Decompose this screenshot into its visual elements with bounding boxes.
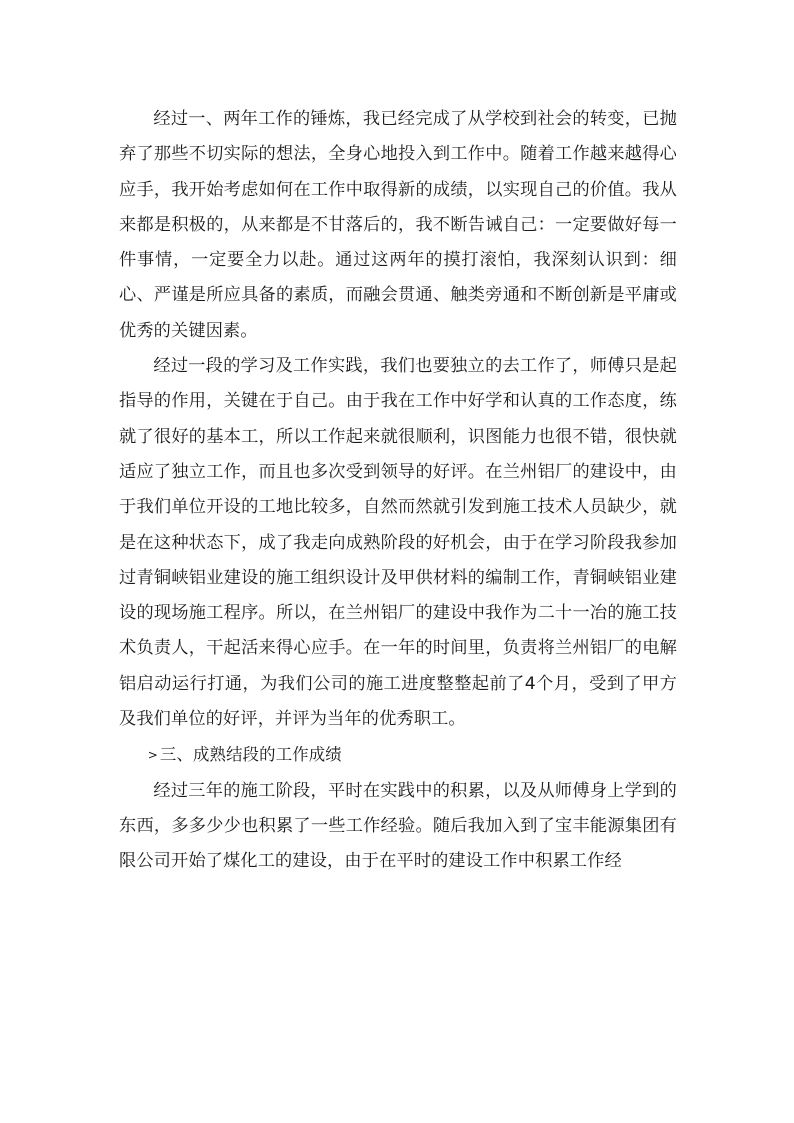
heading-text: 三、成熟结段的工作成绩 xyxy=(159,745,342,765)
paragraph-1: 经过一、两年工作的锤炼，我已经完成了从学校到社会的转变，已抛弃了那些不切实际的想法，全身心地投入到工作中。随着工作越来越得心应手，我开始考虑如何在工作中取得新的成绩，以实现自己的价值。我从来都是积极的，从来都是不甘落后的，我不断告诫自己：一定要做好每一件事情，一定要全力以赴。通过这两年的摸打滚怕，我深刻认识到：细心、严谨是所应具备的素质，而融会贯通、触类旁通和不断创新是平庸或优秀的关键因素。 xyxy=(119,109,677,341)
paragraph-2: 经过一段的学习及工作实践，我们也要独立的去工作了，师傅只是起指导的作用，关键在于自己。由于我在工作中好学和认真的工作态度，练就了很好的基本工，所以工作起来就很顺利，识图能力也很不错，很快就适应了独立工作，而且也多次受到领导的好评。在兰州铝厂的建设中，由于我们单位开设的工地比较多，自然而然就引发到施工技术人员缺少，就是在这种状态下，成了我走向成熟阶段的好机会，由于在学习阶段我参加过青铜峡铝业建设的施工组织设计及甲供材料的编制工作，青铜峡铝业建设的现场施工程序。所以，在兰州铝厂的建设中我作为二十一冶的施工技术负责人，干起活来得心应手。在一年的时间里，负责将兰州铝厂的电解铝启动运行打通，为我们公司的施工进度整整起前了4个月，受到了甲方及我们单位的好评，并评为当年的优秀职工。 xyxy=(119,356,677,730)
paragraph-3: 经过三年的施工阶段，平时在实践中的积累，以及从师傅身上学到的东西，多多少少也积累了一些工作经验。随后我加入到了宝丰能源集团有限公司开始了煤化工的建设，由于在平时的建设工作中积累工作经 xyxy=(119,780,677,872)
document-body xyxy=(119,102,677,880)
heading-marker: > xyxy=(147,748,158,763)
section-heading xyxy=(119,737,677,773)
